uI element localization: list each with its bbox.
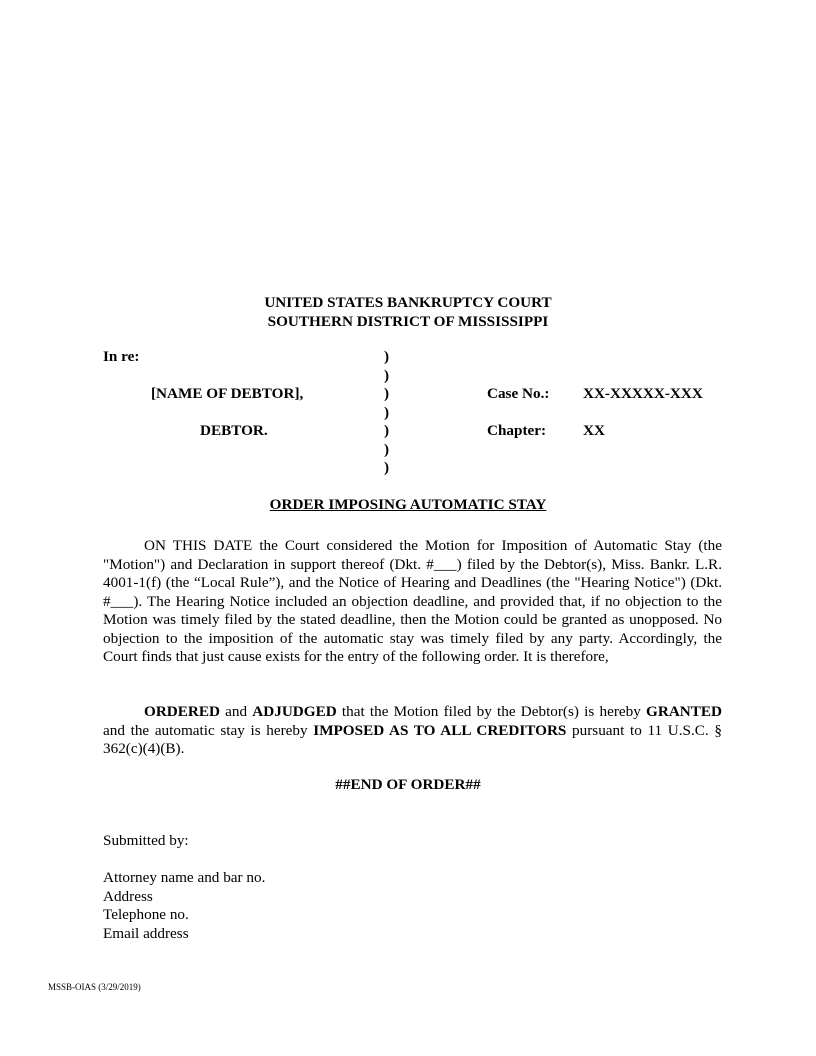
- and-text: and: [219, 703, 253, 720]
- order-paragraph-1: ON THIS DATE the Court considered the Motion for Imposition of Automatic Stay (the "Motion") and Declaration in support thereof (Dkt. #___) filed by the Debtor(s), Miss. Bankr. L.R. 4001-1(f) (the “Local Rule”), and the Notice of Hearing and Deadlines (the "Hearing Notice") (Dkt. #___). The Hearing Notice included an objection deadline, and provided that, if no objection to the Motion was timely filed by the stated deadline, then the Motion could be granted as unopposed. No objection to the imposition of the automatic stay was timely filed by any party. Accordingly, the Court finds that just cause exists for the entry of the following order. It is therefore,: [103, 537, 722, 665]
- paragraph-text: pursuant to 11 U.S.C. § 362(c)(4)(B).: [103, 721, 722, 757]
- debtor-label: DEBTOR.: [200, 422, 268, 439]
- in-re-label: In re:: [103, 348, 140, 365]
- form-footer: MSSB-OIAS (3/29/2019): [48, 982, 141, 992]
- court-district: SOUTHERN DISTRICT OF MISSISSIPPI: [267, 312, 549, 330]
- court-name: UNITED STATES BANKRUPTCY COURT: [264, 294, 552, 311]
- paren: ): [384, 385, 390, 402]
- case-no-label: Case No.:: [487, 385, 550, 402]
- caption-parentheses: [384, 348, 389, 478]
- order-title: ORDER IMPOSING AUTOMATIC STAY: [269, 496, 547, 513]
- paren: ): [384, 403, 390, 421]
- attorney-telephone: Telephone no.: [103, 906, 189, 923]
- court-heading: [0, 294, 816, 331]
- submitted-by-label: Submitted by:: [103, 832, 189, 849]
- paragraph-text: that the Motion filed by the Debtor(s) is hereby: [336, 703, 647, 720]
- paren: ): [384, 422, 390, 439]
- paragraph-text: and the automatic stay is hereby: [103, 721, 314, 739]
- attorney-email: Email address: [103, 924, 189, 942]
- paren: ): [384, 348, 390, 365]
- paren: ): [384, 459, 390, 476]
- order-paragraph-2: [103, 703, 722, 759]
- attorney-name: Attorney name and bar no.: [103, 869, 266, 886]
- granted-text: GRANTED: [646, 703, 722, 720]
- attorney-address: Address: [103, 887, 153, 905]
- paren: ): [384, 366, 390, 384]
- ordered-text: ORDERED: [144, 703, 220, 720]
- imposed-text: IMPOSED AS TO ALL CREDITORS: [313, 721, 567, 739]
- adjudged-text: ADJUDGED: [252, 703, 337, 720]
- paren: ): [384, 440, 390, 458]
- debtor-name: [NAME OF DEBTOR],: [151, 385, 304, 402]
- chapter-value: XX: [583, 422, 605, 439]
- end-of-order: ##END OF ORDER##: [335, 776, 481, 793]
- case-no-value: XX-XXXXX-XXX: [583, 385, 703, 402]
- chapter-label: Chapter:: [487, 422, 547, 439]
